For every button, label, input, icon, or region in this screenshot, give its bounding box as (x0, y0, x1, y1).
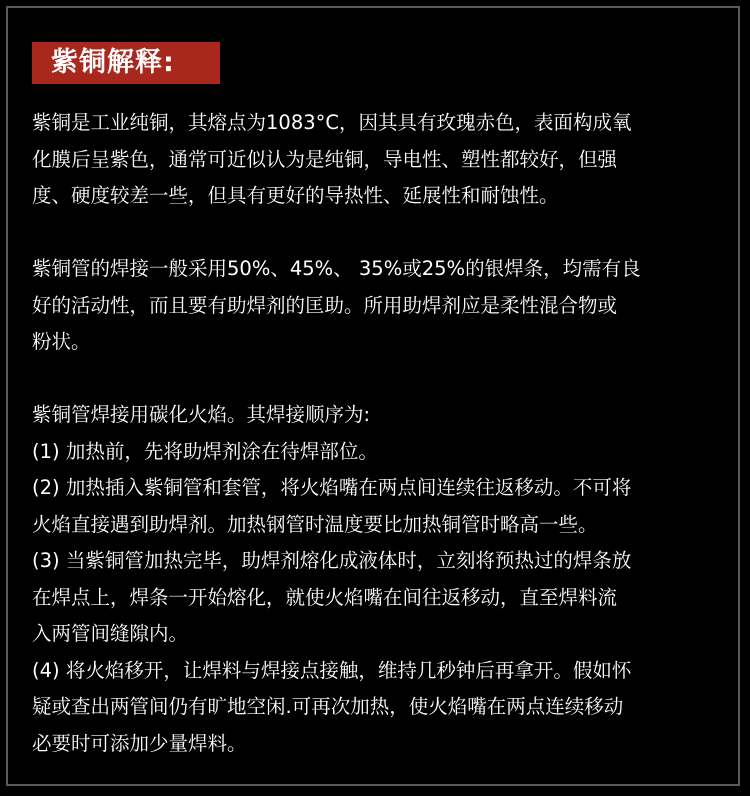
welding-line: 紫铜管的焊接一般采用50%、45%、 35%或25%的银焊条，均需有良 (32, 257, 641, 280)
procedure-heading: 紫铜管焊接用碳化火焰。其焊接顺序为: (32, 403, 371, 426)
step-4-line: 必要时可添加少量焊料。 (32, 731, 247, 755)
welding-line: 好的活动性，而且要有助焊剂的匡助。所用助焊剂应是柔性混合物或 (32, 293, 618, 317)
welding-paragraph (32, 251, 722, 361)
step-4-line: (4) 将火焰移开，让焊料与焊接点接触，维持几秒钟后再拿开。假如怀 (32, 658, 632, 682)
step-3-line: (3) 当紫铜管加热完毕，助焊剂熔化成液体时，立刻将预热过的焊条放 (32, 549, 632, 572)
step-2-line: (2) 加热插入紫铜管和套管，将火焰嘴在两点间连续往返移动。不可将 (32, 476, 632, 499)
intro-line: 化膜后呈紫色，通常可近似认为是纯铜，导电性、塑性都较好，但强 (32, 147, 618, 171)
article-body (32, 105, 722, 762)
intro-line: 度、硬度较差一些，但具有更好的导热性、延展性和耐蚀性。 (32, 184, 559, 207)
procedure-section (32, 397, 722, 762)
intro-paragraph (32, 105, 722, 215)
intro-line: 紫铜是工业纯铜，其熔点为1083°C，因其具有玫瑰赤色，表面构成氧 (32, 111, 632, 134)
step-3-line: 在焊点上，焊条一开始熔化，就使火焰嘴在间往返移动，直至焊料流 (32, 585, 618, 609)
step-2-line: 火焰直接遇到助焊剂。加热钢管时温度要比加热铜管时略高一些。 (32, 512, 598, 536)
step-4-line: 疑或查出两管间仍有旷地空闲.可再次加热，使火焰嘴在两点连续移动 (32, 695, 624, 718)
welding-line: 粉状。 (32, 330, 91, 353)
section-title-badge: 紫铜解释: (32, 42, 220, 84)
step-3-line: 入两管间缝隙内。 (32, 622, 189, 645)
step-1-line: (1) 加热前，先将助焊剂涂在待焊部位。 (32, 439, 378, 463)
